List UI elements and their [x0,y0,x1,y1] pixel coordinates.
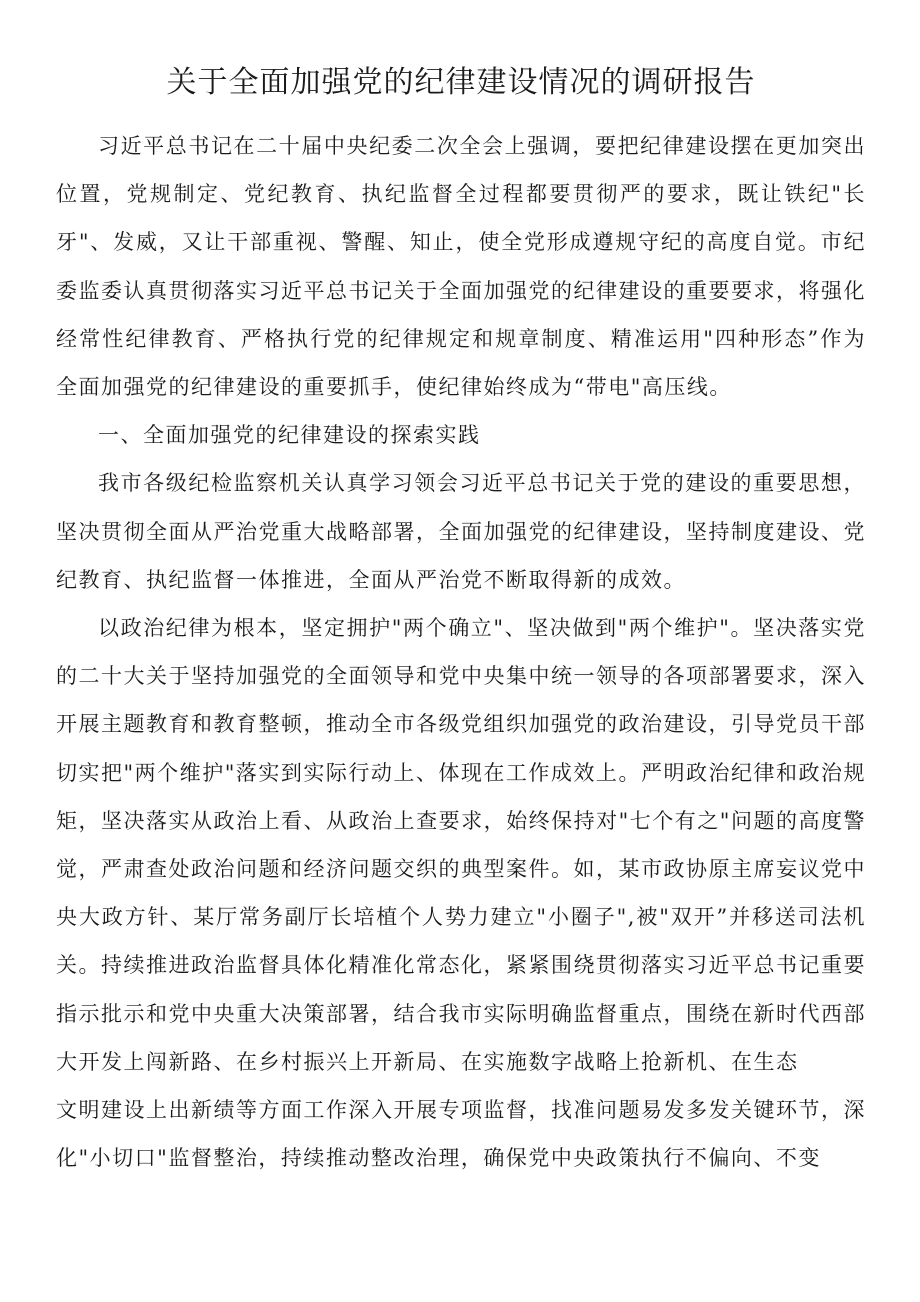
body-paragraph: 我市各级纪检监察机关认真学习领会习近平总书记关于党的建设的重要思想，坚决贯彻全面从严治党重大战略部署，全面加强党的纪律建设，坚持制度建设、党纪教育、执纪监督一体推进，全面从严治党不断取得新的成效。 [56,471,866,592]
body-paragraph: 文明建设上出新绩等方面工作深入开展专项监督，找准问题易发多发关键环节，深化"小切口"监督整治，持续推动整改治理，确保党中央政策执行不偏向、不变 [56,1098,866,1171]
body-paragraph: 以政治纪律为根本，坚定拥护"两个确立"、坚决做到"两个维护"。坚决落实党的二十大关于坚持加强党的全面领导和党中央集中统一领导的各项部署要求，深入开展主题教育和教育整顿，推动全市各级党组织加强党的政治建设，引导党员干部切实把"两个维护"落实到实际行动上、体现在工作成效上。严明政治纪律和政治规矩，坚决落实从政治上看、从政治上查要求，始终保持对"七个有之"问题的高度警觉，严肃查处政治问题和经济问题交织的典型案件。如，某市政协原主席妄议党中央大政方针、某厅常务副厅长培植个人势力建立"小圈子",被"双开”并移送司法机关。持续推进政治监督具体化精准化常态化，紧紧围绕贯彻落实习近平总书记重要指示批示和党中央重大决策部署，结合我市实际明确监督重点，围绕在新时代西部大开发上闯新路、在乡村振兴上开新局、在实施数字战略上抢新机、在生态 [56,616,866,1074]
intro-paragraph: 习近平总书记在二十届中央纪委二次全会上强调，要把纪律建设摆在更加突出位置，党规制定、党纪教育、执纪监督全过程都要贯彻严的要求，既让铁纪"长牙"、发威，又让干部重视、警醒、知止，使全党形成遵规守纪的高度自觉。市纪委监委认真贯彻落实习近平总书记关于全面加强党的纪律建设的重要要求，将强化经常性纪律教育、严格执行党的纪律规定和规章制度、精准运用"四种形态”作为全面加强党的纪律建设的重要抓手，使纪律始终成为“带电"高压线。 [56,134,866,400]
document-title: 关于全面加强党的纪律建设情况的调研报告 [166,65,756,100]
section-heading: 一、全面加强党的纪律建设的探索实践 [98,423,481,448]
